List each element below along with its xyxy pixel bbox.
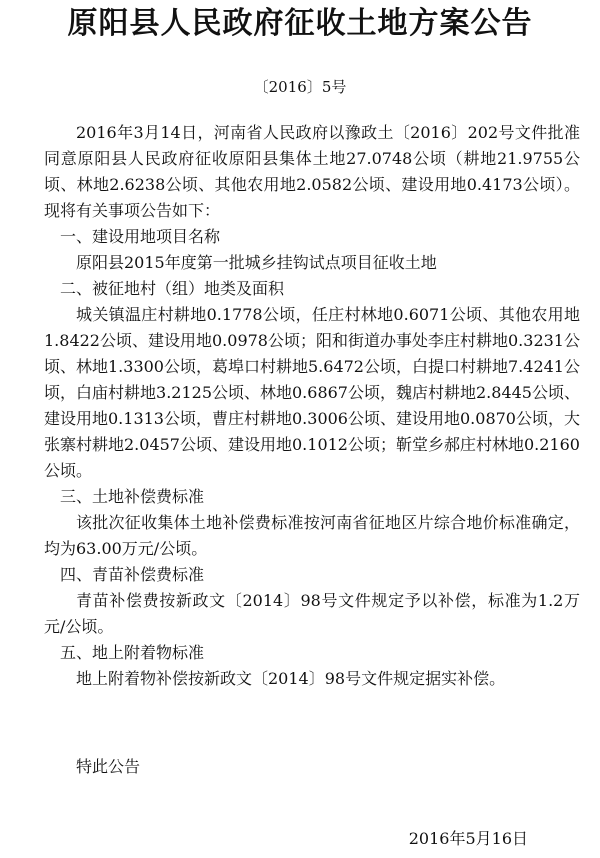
section-text-1: 原阳县2015年度第一批城乡挂钩试点项目征收土地 (76, 253, 437, 272)
page-title: 原阳县人民政府征收土地方案公告 (67, 6, 533, 41)
section-heading-3: 三、土地补偿费标准 (60, 487, 205, 506)
section-text-2: 城关镇温庄村耕地0.1778公顷，任庄村林地0.6071公顷、其他农用地1.8422公顷、建设用地0.0978公顷；阳和街道办事处李庄村耕地0.3231公顷、林地1.3300公顷，葛埠口村耕地5.6472公顷，白提口村耕地7.4241公顷，白庙村耕地3.2125公顷、林地0.6867公顷，魏店村耕地2.8445公顷、建设用地0.1313公顷，曹庄村耕地0.3006公顷、建设用地0.0870公顷，大张寨村耕地2.0457公顷、建设用地0.1012公顷；靳堂乡郝庄村林地0.2160公顷。 (44, 305, 580, 480)
notice-body (44, 120, 580, 692)
section-heading-2: 二、被征地村（组）地类及面积 (60, 279, 285, 298)
issue-date: 2016年5月16日 (408, 829, 528, 848)
section-text-5: 地上附着物补偿按新政文〔2014〕98号文件规定据实补偿。 (76, 669, 506, 688)
section-text-4: 青苗补偿费按新政文〔2014〕98号文件规定予以补偿，标准为1.2万元/公顷。 (44, 591, 580, 636)
section-text-3: 该批次征收集体土地补偿费标准按河南省征地区片综合地价标准确定，均为63.00万元/公顷。 (44, 513, 580, 558)
intro-paragraph: 2016年3月14日，河南省人民政府以豫政土〔2016〕202号文件批准同意原阳县人民政府征收原阳县集体土地27.0748公顷（耕地21.9755公顷、林地2.6238公顷、其他农用地2.0582公顷、建设用地0.4173公顷）。现将有关事项公告如下： (44, 123, 580, 220)
closing-phrase: 特此公告 (76, 757, 141, 776)
section-heading-5: 五、地上附着物标准 (60, 643, 205, 662)
section-heading-1: 一、建设用地项目名称 (60, 227, 221, 246)
section-heading-4: 四、青苗补偿费标准 (60, 565, 205, 584)
document-number: 〔2016〕5号 (253, 78, 347, 96)
